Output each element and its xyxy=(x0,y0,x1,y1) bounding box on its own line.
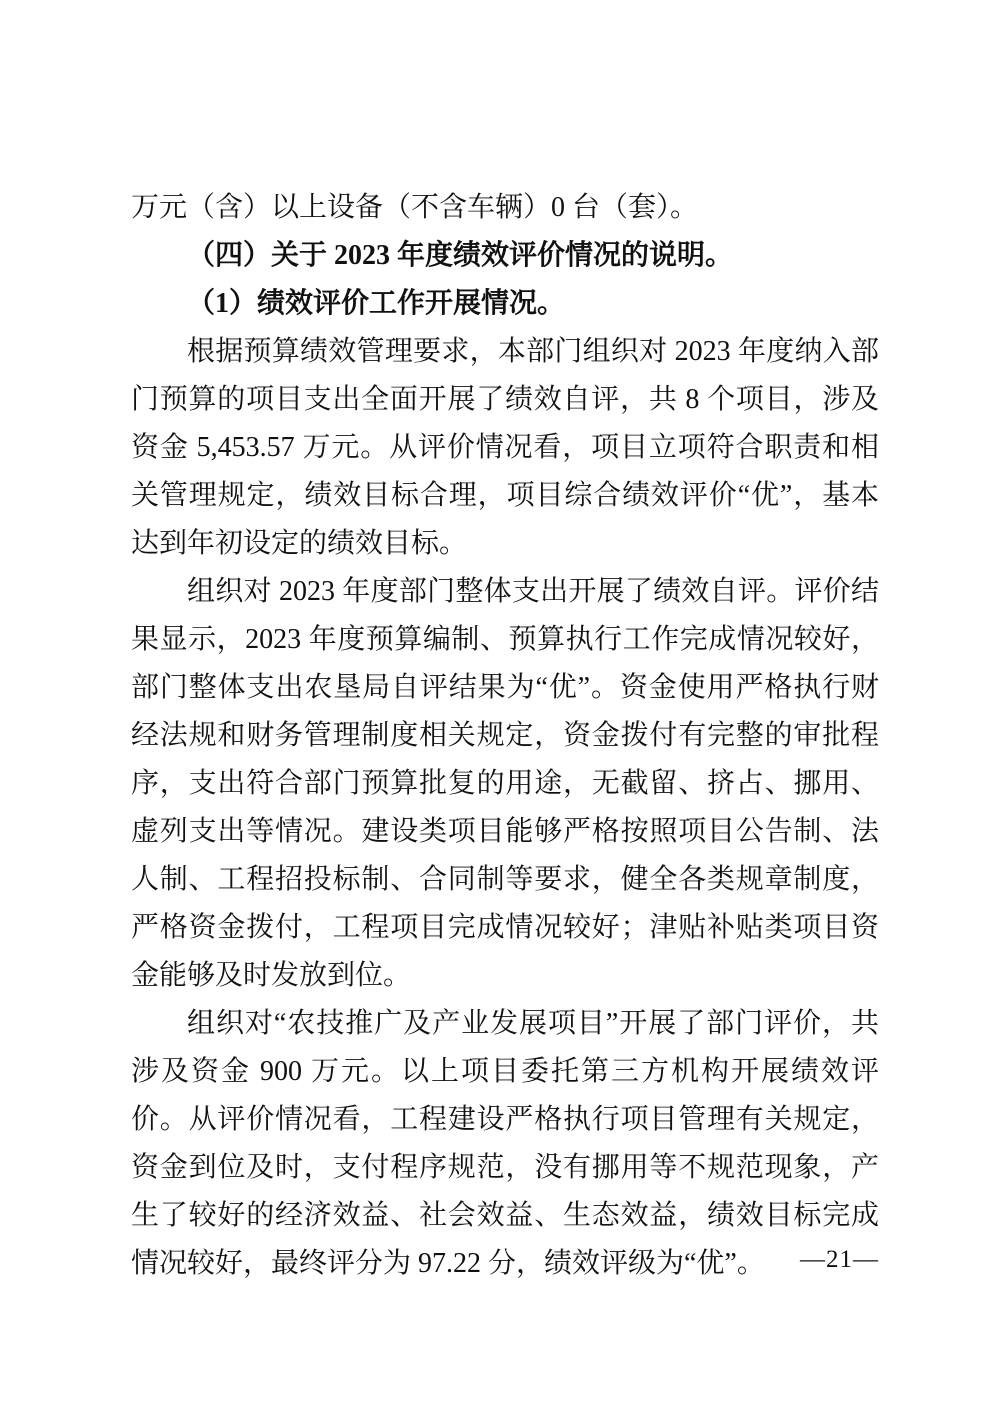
paragraph-continuation: 万元（含）以上设备（不含车辆）0 台（套）。 xyxy=(131,192,699,223)
subsection-heading-evaluation-work: （1）绩效评价工作开展情况。 xyxy=(187,288,566,319)
section-heading-performance-evaluation: （四）关于 2023 年度绩效评价情况的说明。 xyxy=(187,240,734,271)
document-body xyxy=(131,184,879,1288)
page-number: —21— xyxy=(800,1246,879,1273)
paragraph-project-self-evaluation: 根据预算绩效管理要求，本部门组织对 2023 年度纳入部门预算的项目支出全面开展了绩效自评，共 8 个项目，涉及资金 5,453.57 万元。从评价情况看，项目立项符合职责和相关管理规定，绩效目标合理，项目综合绩效评价“优”，基本达到年初设定的绩效目标。 xyxy=(131,336,879,559)
paragraph-department-overall-evaluation: 组织对 2023 年度部门整体支出开展了绩效自评。评价结果显示，2023 年度预算编制、预算执行工作完成情况较好，部门整体支出农垦局自评结果为“优”。资金使用严格执行财经法规和财务管理制度相关规定，资金拨付有完整的审批程序，支出符合部门预算批复的用途，无截留、挤占、挪用、虚列支出等情况。建设类项目能够严格按照项目公告制、法人制、工程招投标制、合同制等要求，健全各类规章制度，严格资金拨付，工程项目完成情况较好；津贴补贴类项目资金能够及时发放到位。 xyxy=(131,576,879,991)
paragraph-third-party-evaluation: 组织对“农技推广及产业发展项目”开展了部门评价，共涉及资金 900 万元。以上项目委托第三方机构开展绩效评价。从评价情况看，工程建设严格执行项目管理有关规定，资金到位及时，支付程序规范，没有挪用等不规范现象，产生了较好的经济效益、社会效益、生态效益，绩效目标完成情况较好，最终评分为 97.22 分，绩效评级为“优”。 xyxy=(131,1008,879,1279)
